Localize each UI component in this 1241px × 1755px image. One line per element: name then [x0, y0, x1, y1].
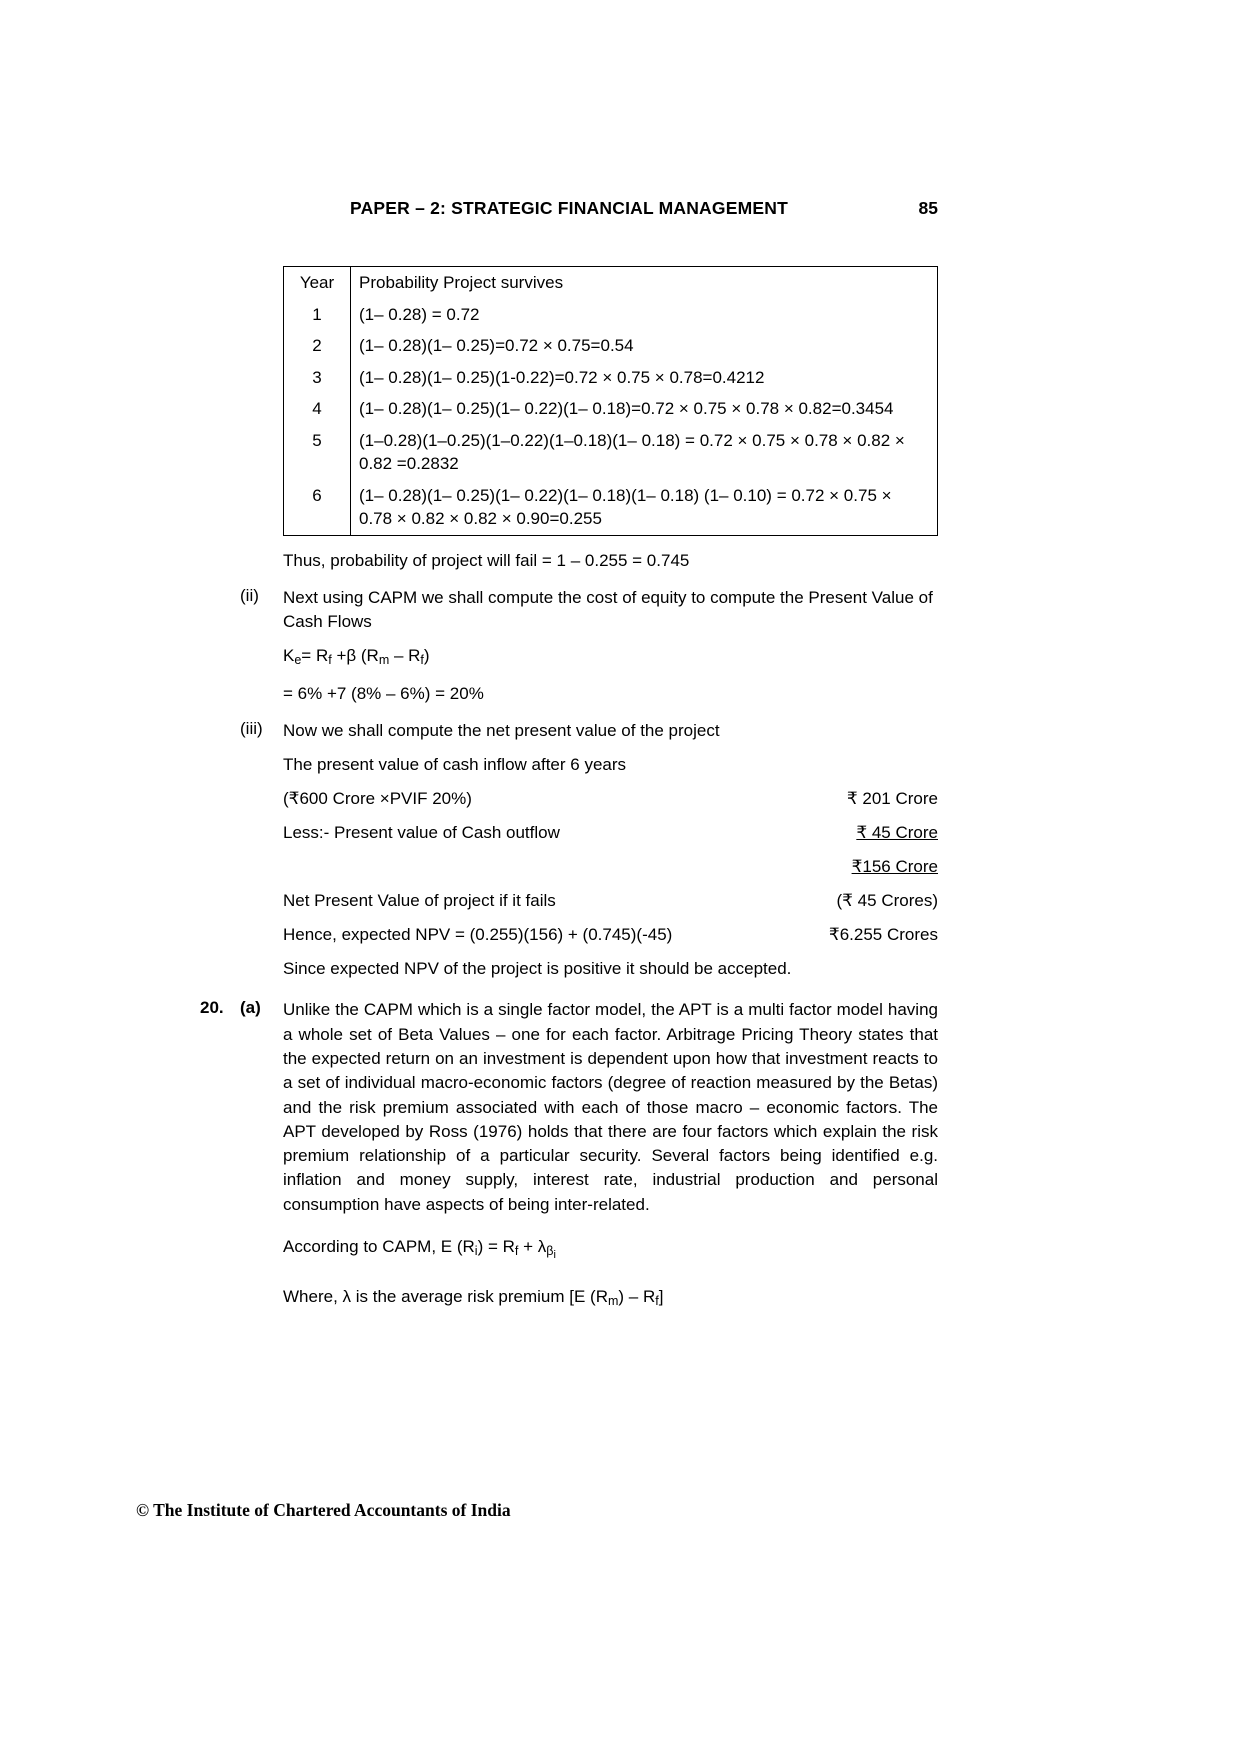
list-marker: (iii): [240, 719, 263, 739]
copyright-footer: © The Institute of Chartered Accountants of India: [136, 1500, 511, 1520]
formula-subscript: i: [474, 1244, 478, 1259]
financial-label: Hence, expected NPV = (0.255)(156) + (0.745)(-45): [283, 925, 673, 945]
probability-cell: (1– 0.28) = 0.72: [351, 299, 938, 331]
capm-formula-line: [283, 1235, 938, 1267]
page-header: [200, 198, 938, 222]
financial-amount: (₹ 45 Crores): [836, 891, 938, 911]
formula-part: ]: [658, 1287, 664, 1307]
probability-cell: (1– 0.28)(1– 0.25)(1– 0.22)(1– 0.18)(1– 0.18) (1– 0.10) = 0.72 × 0.75 × 0.78 × 0.82 × 0.82 × 0.90=0.255: [351, 480, 938, 536]
formula-subscript: f: [328, 653, 332, 668]
item-iii-text: Now we shall compute the net present value of the project: [283, 721, 720, 741]
year-cell: 4: [312, 399, 322, 418]
formula-part: ) = R: [477, 1237, 515, 1257]
formula-part: = R: [301, 646, 329, 666]
probability-cell: (1–0.28)(1–0.25)(1–0.22)(1–0.18)(1– 0.18) = 0.72 × 0.75 × 0.78 × 0.82 × 0.82 =0.2832: [351, 425, 938, 480]
pv-intro-line: The present value of cash inflow after 6 years: [283, 755, 627, 775]
list-marker: (ii): [240, 585, 259, 605]
financial-row: [283, 889, 938, 913]
formula-subscript: f: [514, 1244, 519, 1259]
formula-subscript: f: [420, 653, 424, 668]
list-item-iii: [240, 719, 938, 981]
financial-amount: ₹ 45 Crore: [856, 823, 938, 843]
table-header-year: Year: [299, 273, 335, 292]
formula-part: ): [423, 646, 430, 666]
financial-row: [283, 855, 938, 879]
table-row: [284, 480, 938, 536]
year-cell: 2: [312, 336, 322, 355]
formula-part: Where, λ is the average risk premium [E (R: [283, 1287, 608, 1307]
formula-part: – R: [389, 646, 421, 666]
item-ii-text: Next using CAPM we shall compute the cost of equity to compute the Present Value of Cash Flows: [283, 587, 933, 631]
ke-formula: [283, 644, 938, 672]
formula-part: K: [283, 646, 295, 666]
formula-part: According to CAPM, E (R: [283, 1237, 475, 1257]
probability-cell: (1– 0.28)(1– 0.25)(1-0.22)=0.72 × 0.75 × 0.78=0.4212: [351, 362, 938, 394]
formula-subscript: e: [294, 653, 302, 668]
question-20a: [200, 998, 938, 1313]
financial-label: Net Present Value of project if it fails: [283, 891, 556, 911]
npv-conclusion: Since expected NPV of the project is positive it should be accepted.: [283, 959, 792, 979]
table-row: [284, 330, 938, 362]
formula-subscript: f: [655, 1294, 659, 1309]
page-number: 85: [918, 198, 938, 218]
apt-paragraph: Unlike the CAPM which is a single factor model, the APT is a multi factor model having a whole set of Beta Values – one for each factor. Arbitrage Pricing Theory states that the expected return on an investment is dependent upon how that investment reacts to a set of individual macro-economic factors (degree of reaction measured by the Betas) and the risk premium associated with each of those macro – economic factors. The APT developed by Ross (1976) holds that there are four factors which explain the risk premium relationship of a particular security. Several factors being identified e.g. inflation and money supply, interest rate, industrial production and personal consumption have aspects of being inter-related.: [283, 1000, 938, 1214]
financial-label: (₹600 Crore ×PVIF 20%): [283, 789, 472, 809]
financial-row: [283, 787, 938, 811]
formula-subscript: β: [546, 1244, 554, 1259]
table-row: [284, 393, 938, 425]
fail-probability-line: Thus, probability of project will fail = 1 – 0.255 = 0.745: [283, 550, 690, 570]
financial-label: Less:- Present value of Cash outflow: [283, 823, 560, 843]
year-cell: 1: [312, 304, 322, 324]
main-content: [200, 266, 938, 1313]
financial-amount: ₹6.255 Crores: [828, 925, 938, 945]
ke-result: = 6% +7 (8% – 6%) = 20%: [283, 684, 484, 704]
where-lambda-line: [283, 1285, 938, 1313]
formula-part: +β (R: [331, 646, 379, 666]
table-row: [284, 362, 938, 394]
paper-title: PAPER – 2: STRATEGIC FINANCIAL MANAGEMENT: [350, 198, 788, 218]
question-number: 20.: [200, 998, 224, 1018]
probability-table: [283, 266, 938, 536]
financial-amount: ₹ 201 Crore: [846, 789, 938, 809]
table-row: [284, 299, 938, 331]
year-cell: 6: [312, 485, 322, 505]
formula-part: + λ: [518, 1237, 547, 1257]
table-header-row: [284, 267, 938, 299]
question-letter: (a): [240, 998, 261, 1018]
probability-cell: (1– 0.28)(1– 0.25)=0.72 × 0.75=0.54: [351, 330, 938, 362]
financial-amount: ₹156 Crore: [851, 857, 938, 877]
table-header-probability: Probability Project survives: [351, 267, 938, 299]
financial-row: [283, 923, 938, 947]
financial-row: [283, 821, 938, 845]
formula-subscript: m: [378, 653, 390, 668]
formula-part: ) – R: [618, 1287, 656, 1307]
year-cell: 5: [312, 430, 322, 450]
year-cell: 3: [312, 367, 322, 387]
formula-subscript: i: [553, 1249, 556, 1262]
formula-subscript: m: [607, 1294, 619, 1309]
list-item-ii: [240, 585, 938, 707]
probability-cell: (1– 0.28)(1– 0.25)(1– 0.22)(1– 0.18)=0.72 × 0.75 × 0.78 × 0.82=0.3454: [351, 393, 938, 425]
table-row: [284, 425, 938, 480]
